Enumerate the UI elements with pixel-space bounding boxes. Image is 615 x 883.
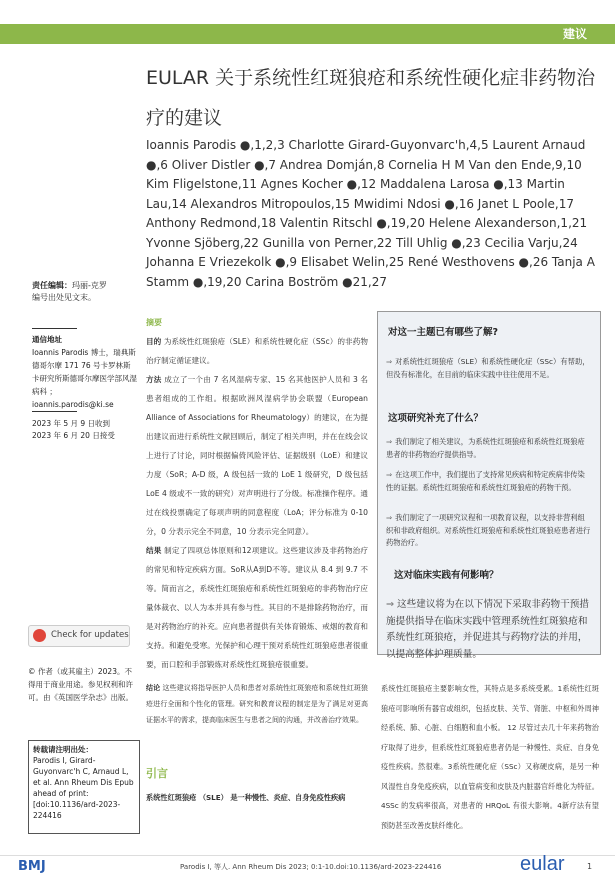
abstract-results: 结果 制定了四项总体原则和12项建议。这些建议涉及非药物治疗的常见和特定疾病方面。SoR从A到D不等。建议从 8.4 到 9.7 不等。简而言之，系统性红斑狼疮和系统性红斑狼疮的非药物治疗应量体裁衣、以人为本并具有参与性。其目的不是排除药物治疗，而是对药物治疗的补充。应向患者提供有关体育锻炼、戒烟的教育和支持。和避免受寒。光保护和心理干预对系统性红斑狼疮患者很重要，而口腔和手部锻炼对系统性红斑狼疮很重要。	[146, 546, 368, 669]
footer-citation: Parodis I, 等人. Ann Rheum Dis 2023; 0:1-10.doi:10.1136/ard-2023-224416	[180, 863, 442, 871]
arrow-icon: ⇒	[386, 437, 393, 446]
check-updates-button[interactable]	[28, 625, 130, 647]
divider	[32, 411, 77, 412]
copyright-note: © 作者（或其雇主）2023。不得用于商业用途。参见权利和许可。由《英国医学杂志》出版。	[28, 667, 133, 702]
abstract-methods: 方法 成立了一个由 7 名风湿病专家、15 名其他医护人员和 3 名患者组成的工作组。根据欧洲风湿病学协会联盟（European Alliance of Associations for Rheumatology）的建议，在为提出建议而进行系统性文献回顾后，制定了相关声明，并在在线会议上进行了讨论，同时根据偏倚风险评估、证据级别（LoE）和建议力度（SoR；A-D 级，A 级包括一致的 LoE 1 级研究，D 级包括 LoE 4 级或不一致的研究）对声明进行了分级。标准操作程序。通过在线投票确定了每项声明的同意程度（LoA；评分标准为 0-10 分，0 分表示完全不同意，10 分表示完全同意）。	[146, 375, 368, 536]
eular-logo: eular	[520, 853, 565, 875]
correspondence-block	[32, 333, 137, 411]
dates-block	[32, 418, 137, 442]
editor-label: 责任编辑：	[32, 281, 72, 290]
intro-text: 系统性红斑狼疮 （SLE） 是一种慢性、炎症、自身免疫性疾病	[146, 793, 346, 802]
check-updates-label: Check for updates	[51, 630, 129, 640]
section-bar	[0, 24, 615, 44]
cite-label: 转载请注明出处：	[33, 745, 93, 754]
divider	[32, 328, 77, 329]
cite-box	[28, 740, 140, 834]
editor-note: 编号出处见文末。	[32, 293, 96, 302]
box-answer-adds-1: ⇒ 我们制定了相关建议，为系统性红斑狼疮和系统性红斑狼疮患者的非药物治疗提供指导。	[386, 437, 585, 459]
arrow-icon: ⇒	[386, 599, 395, 610]
page-number: 1	[587, 862, 593, 871]
bmj-logo: BMJ	[18, 859, 46, 874]
box-answer-adds-2: ⇒ 在这项工作中，我们提出了支持常见疾病和特定疾病非传染性的证据。系统性红斑狼疮和系统性红斑狼疮的药物干预。	[386, 470, 585, 492]
arrow-icon: ⇒	[386, 357, 393, 366]
section-label: 建议	[562, 27, 587, 41]
arrow-icon: ⇒	[386, 513, 393, 522]
box-answer-impact: ⇒ 这些建议将为在以下情况下采取非药物干预措施提供指导在临床实践中管理系统性红斑狼疮和系统性红斑狼疮，并促进其与药物疗法的并用，以提高整体护理质量。	[386, 599, 589, 660]
intro-heading: 引言	[146, 767, 168, 780]
editor-name: 玛丽-克罗	[72, 281, 107, 290]
abstract-conclusion: 结论 这些建议将指导医护人员和患者对系统性红斑狼疮和系统性红斑狼疮进行全面和个性化的管理。研究和教育议程的制定是为了满足对更高证据水平的需求，提高临床医生与患者之间的沟通，并改善治疗效果。	[146, 684, 369, 724]
abstract	[146, 313, 368, 728]
abstract-heading: 摘要	[146, 318, 162, 327]
arrow-icon: ⇒	[386, 470, 393, 479]
box-answer-known: ⇒ 对系统性红斑狼疮（SLE）和系统性硬化症（SSc）有帮助，但没有标准化，在目前的临床实践中往往使用不足。	[386, 357, 590, 379]
box-question-known: 对这一主题已有哪些了解?	[388, 327, 499, 338]
author-list: Ioannis Parodis ●,1,2,3 Charlotte Girard-Guyonvarc'h,4,5 Laurent Arnaud ●,6 Oliver Distler ●,7 Andrea Domján,8 Cornelia H M Van den Ende,9,10 Kim Fligelstone,11 Agnes Kocher ●,12 Maddalena Larosa ●,13 Martin Lau,14 Alexandros Mitropoulos,15 Mwidimi Ndosi ●,16 Janet L Poole,17 Anthony Redmond,18 Valentin Ritschl ●,19,20 Helene Alexanderson,1,21 Yvonne Sjöberg,22 Gunilla von Perner,22 Till Uhlig ●,23 Cecilia Varju,24 Johanna E Vriezekolk ●,9 Elisabet Welin,25 René Westhovens ●,26 Tanja A Stamm ●,19,20 Carina Boström ●21,27	[146, 138, 595, 289]
editor-block	[32, 280, 137, 304]
update-icon	[33, 629, 46, 642]
key-messages-box	[377, 311, 601, 660]
correspondence-label: 通信地址	[32, 335, 62, 344]
accepted-date: 2023 年 6 月 20 日接受	[32, 431, 115, 440]
article-title: EULAR 关于系统性红斑狼疮和系统性硬化症非药物治疗的建议	[146, 67, 596, 129]
intro-continued-text: 系统性红斑狼疮主要影响女性，其特点是多系统受累。1系统性红斑狼疮可影响所有器官或组织，包括皮肤、关节、肾脏、中枢和外周神经系统、肺、心脏、白细胞和血小板。 12 尽管过去几十年来药物治疗取得了进步，但系统性红斑狼疮患者仍是一种慢性、炎症、自身免疫性疾病。然很难。3系统性硬化症（SSc）又称硬皮病，是另一种风湿性自身免疫疾病，以血管病变和皮肤及内脏器官纤维化为特征。4SSc 的发病率很高，对患者的 HRQoL 有很大影响。4新疗法有望预防甚至改善皮肤纤维化。	[381, 684, 599, 830]
received-date: 2023 年 5 月 9 日收到	[32, 419, 111, 428]
abstract-objective: 目的 为系统性红斑狼疮（SLE）和系统性硬化症（SSc）的非药物治疗制定循证建议。	[146, 337, 368, 365]
correspondence-text: Ioannis Parodis 博士，瑞典斯德哥尔摩 171 76 号卡罗林斯卡研究所斯德哥尔摩医学部风湿病科 ； ioannis.parodis@ki.se	[32, 348, 137, 409]
box-answer-adds-3: ⇒ 我们制定了一项研究议程和一项教育议程，以支持非营利组织和非政府组织。对系统性红斑狼疮和系统性红斑狼疮患者进行药物治疗。	[386, 513, 591, 547]
box-question-adds: 这项研究补充了什么？	[388, 413, 484, 424]
box-question-impact: 这对临床实践有何影响？	[394, 570, 499, 581]
cite-text: Parodis I, Girard-Guyonvarc'h C, Arnaud L, et al. Ann Rheum Dis Epub ahead of print: [doi:10.1136/ard-2023-224416	[33, 756, 134, 820]
